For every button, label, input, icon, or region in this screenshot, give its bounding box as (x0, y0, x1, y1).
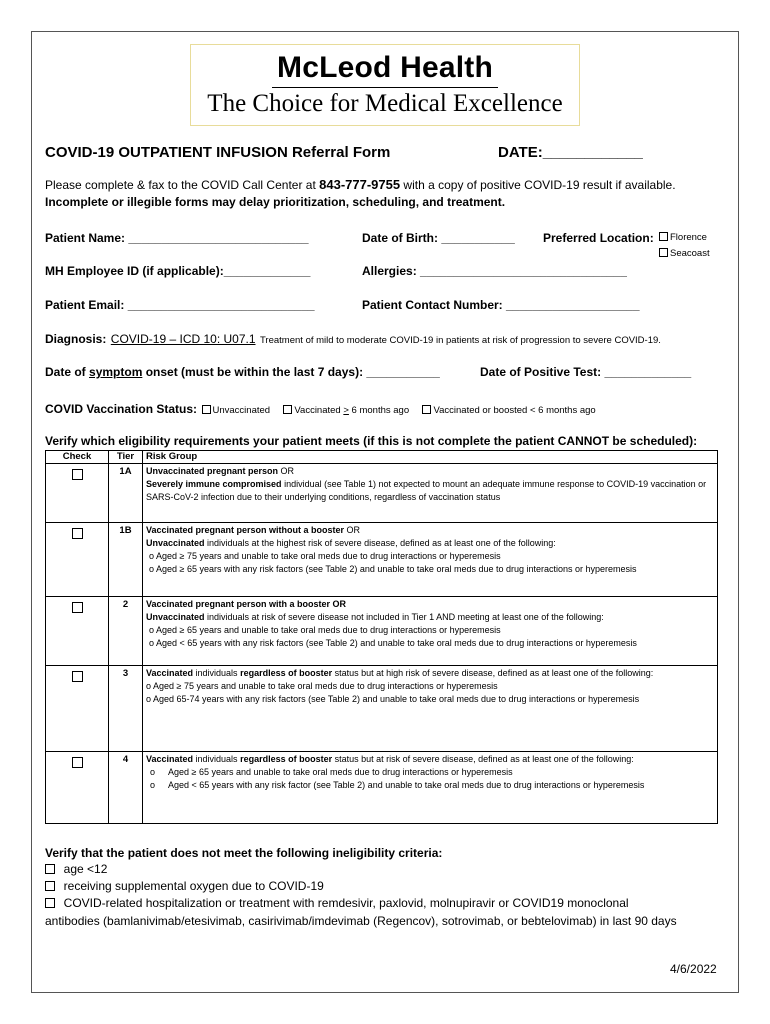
location-seacoast-option[interactable] (659, 248, 710, 259)
unvaccinated-checkbox[interactable] (202, 405, 211, 414)
risk-text: individuals at the highest risk of severe disease, defined as at least one of the following: (204, 538, 556, 548)
ineligibility-heading: Verify that the patient does not meet the following ineligibility criteria: (45, 846, 443, 860)
risk-text: individuals at risk of severe disease not included in Tier 1 AND meeting at least one of the following: (204, 612, 604, 622)
table-row (46, 523, 718, 597)
risk-text: Unvaccinated pregnant person (146, 466, 279, 476)
table-row (46, 752, 718, 824)
logo-tagline: The Choice for Medical Excellence (207, 90, 563, 117)
positive-test-field[interactable]: Date of Positive Test: _____________ (480, 365, 692, 379)
risk-text: Unvaccinated (146, 538, 205, 548)
tier-cell: 3 (109, 666, 143, 752)
diagnosis-code: COVID-19 – ICD 10: U07.1 (110, 332, 256, 346)
eligibility-heading: Verify which eligibility requirements your patient meets (if this is not complete the patient CANNOT be scheduled): (45, 434, 698, 448)
symptom-onset-field[interactable] (45, 365, 440, 379)
vaccinated-6mo-checkbox[interactable] (283, 405, 292, 414)
tier-cell: 1B (109, 523, 143, 597)
risk-text: individual (see Table 1) not expected to mount an adequate immune response to COVID-19 vaccination or SARS-CoV-2 infection due to their underlying conditions, regardless of vaccination status (146, 479, 707, 502)
tier-1a-checkbox[interactable] (72, 469, 83, 480)
dob-field[interactable]: Date of Birth: ___________ (362, 231, 515, 245)
risk-text: individuals (193, 754, 241, 764)
vacc-option-vaccinated-6mo[interactable] (283, 405, 409, 416)
header-risk-group: Risk Group (143, 451, 718, 464)
risk-bullet: o Aged ≥ 65 years and unable to take oral meds due to drug interactions or hyperemesis (149, 625, 501, 635)
eligibility-header-row (46, 451, 718, 464)
risk-text: Vaccinated (146, 754, 194, 764)
patient-email-field[interactable]: Patient Email: ____________________________ (45, 298, 315, 312)
risk-cell (143, 464, 718, 523)
risk-bullet: o Aged ≥ 65 years with any risk factors (see Table 2) and unable to take oral meds due to drug interactions or hyperemesis (149, 564, 637, 574)
allergies-field[interactable]: Allergies: _______________________________ (362, 264, 627, 278)
age-checkbox[interactable] (45, 864, 55, 874)
risk-text: individuals (193, 668, 241, 678)
risk-text: OR (278, 466, 295, 476)
seacoast-label: Seacoast (670, 248, 710, 259)
tier-4-checkbox[interactable] (72, 757, 83, 768)
vaccination-label: COVID Vaccination Status: (45, 402, 198, 416)
risk-text: status but at risk of severe disease, defined as at least one of the following: (332, 754, 634, 764)
risk-text: Vaccinated pregnant person with a booster OR (146, 599, 347, 609)
employee-id-field[interactable]: MH Employee ID (if applicable):_____________ (45, 264, 311, 278)
diagnosis-text: Treatment of mild to moderate COVID-19 in patients at risk of progression to severe COVID-19. (259, 335, 661, 346)
risk-text: regardless of booster (240, 754, 333, 764)
risk-text: Vaccinated (146, 668, 194, 678)
vacc-option-boosted[interactable] (422, 405, 595, 416)
diagnosis-line (45, 330, 661, 348)
vaccinated-6mo-label-gte: > (343, 405, 349, 416)
florence-label: Florence (670, 232, 707, 243)
boosted-label: Vaccinated or boosted < 6 months ago (433, 405, 596, 416)
risk-cell (143, 523, 718, 597)
ineligibility-continuation: antibodies (bamlanivimab/etesivimab, casirivimab/imdevimab (Regencov), sotrovimab, or bebtelovimab) in last 90 days (45, 914, 677, 928)
tier-2-checkbox[interactable] (72, 602, 83, 613)
tier-3-checkbox[interactable] (72, 671, 83, 682)
date-field[interactable]: DATE:____________ (498, 144, 643, 161)
risk-text: Unvaccinated (146, 612, 205, 622)
logo-rule (272, 87, 498, 88)
ineligibility-item[interactable] (45, 862, 107, 876)
risk-text: Severely immune compromised (146, 479, 282, 489)
patient-contact-field[interactable]: Patient Contact Number: ____________________ (362, 298, 640, 312)
warning-text: Incomplete or illegible forms may delay prioritization, scheduling, and treatment. (45, 195, 506, 209)
ineligibility-item[interactable] (45, 879, 324, 893)
header-tier: Tier (109, 451, 143, 464)
eligibility-table (45, 450, 718, 824)
hospitalization-checkbox[interactable] (45, 898, 55, 908)
risk-bullet: Aged < 65 years with any risk factor (see Table 2) and unable to take oral meds due to drug interactions or hyperemesis (168, 780, 645, 790)
risk-text: status but at high risk of severe disease, defined as at least one of the following: (332, 668, 654, 678)
risk-text: regardless of booster (240, 668, 333, 678)
logo (190, 44, 580, 126)
vaccination-status (45, 400, 596, 418)
logo-name: McLeod Health (277, 51, 493, 84)
intro-post: with a copy of positive COVID-19 result if available. (400, 178, 676, 192)
risk-bullet: Aged ≥ 65 years and unable to take oral meds due to drug interactions or hyperemesis (168, 767, 513, 777)
check-cell[interactable] (46, 464, 109, 523)
ineligibility-text: receiving supplemental oxygen due to COVID-19 (63, 879, 324, 893)
intro-text (45, 177, 676, 192)
footer-date: 4/6/2022 (670, 962, 717, 976)
bullet-marker: o (150, 780, 156, 790)
oxygen-checkbox[interactable] (45, 881, 55, 891)
ineligibility-text: COVID-related hospitalization or treatment with remdesivir, paxlovid, molnupiravir or COVID19 monoclonal (63, 896, 629, 910)
unvaccinated-label: Unvaccinated (212, 405, 271, 416)
tier-1b-checkbox[interactable] (72, 528, 83, 539)
risk-cell (143, 752, 718, 824)
risk-cell (143, 597, 718, 666)
risk-bullet: o Aged ≥ 75 years and unable to take oral meds due to drug interactions or hyperemesis (149, 551, 501, 561)
form-title: COVID-19 OUTPATIENT INFUSION Referral Form (45, 144, 391, 161)
ineligibility-text: age <12 (63, 862, 108, 876)
check-cell[interactable] (46, 597, 109, 666)
risk-text: Vaccinated pregnant person without a booster (146, 525, 345, 535)
vaccinated-6mo-label-a: Vaccinated (294, 405, 344, 416)
check-cell[interactable] (46, 523, 109, 597)
florence-checkbox[interactable] (659, 232, 668, 241)
check-cell[interactable] (46, 666, 109, 752)
table-row (46, 464, 718, 523)
risk-cell (143, 666, 718, 752)
diagnosis-label: Diagnosis: (45, 332, 107, 346)
intro-pre: Please complete & fax to the COVID Call Center at (45, 178, 320, 192)
tier-cell: 1A (109, 464, 143, 523)
onset-text-symptom: symptom (89, 365, 143, 379)
risk-bullet: o Aged 65-74 years with any risk factors (see Table 2) and unable to take oral meds due to drug interactions or hyperemesis (146, 694, 640, 704)
risk-bullet: o Aged ≥ 75 years and unable to take oral meds due to drug interactions or hyperemesis (146, 681, 498, 691)
risk-bullet: o Aged < 65 years with any risk factors (see Table 2) and unable to take oral meds due to drug interactions or hyperemesis (149, 638, 637, 648)
table-row (46, 597, 718, 666)
onset-text-c: onset (must be within the last 7 days): ___________ (142, 365, 440, 379)
seacoast-checkbox[interactable] (659, 248, 668, 257)
header-check: Check (46, 451, 109, 464)
location-florence-option[interactable] (659, 232, 707, 243)
onset-text-a: Date of (45, 365, 90, 379)
risk-text: OR (344, 525, 361, 535)
vaccinated-6mo-label-c: 6 months ago (348, 405, 410, 416)
boosted-checkbox[interactable] (422, 405, 431, 414)
bullet-marker: o (150, 767, 156, 777)
preferred-location-label: Preferred Location: (543, 231, 654, 245)
ineligibility-item[interactable] (45, 896, 629, 910)
table-row (46, 666, 718, 752)
tier-cell: 2 (109, 597, 143, 666)
vacc-option-unvaccinated[interactable] (202, 405, 271, 416)
check-cell[interactable] (46, 752, 109, 824)
patient-name-field[interactable]: Patient Name: ___________________________ (45, 231, 309, 245)
fax-number: 843-777-9755 (319, 177, 401, 192)
tier-cell: 4 (109, 752, 143, 824)
